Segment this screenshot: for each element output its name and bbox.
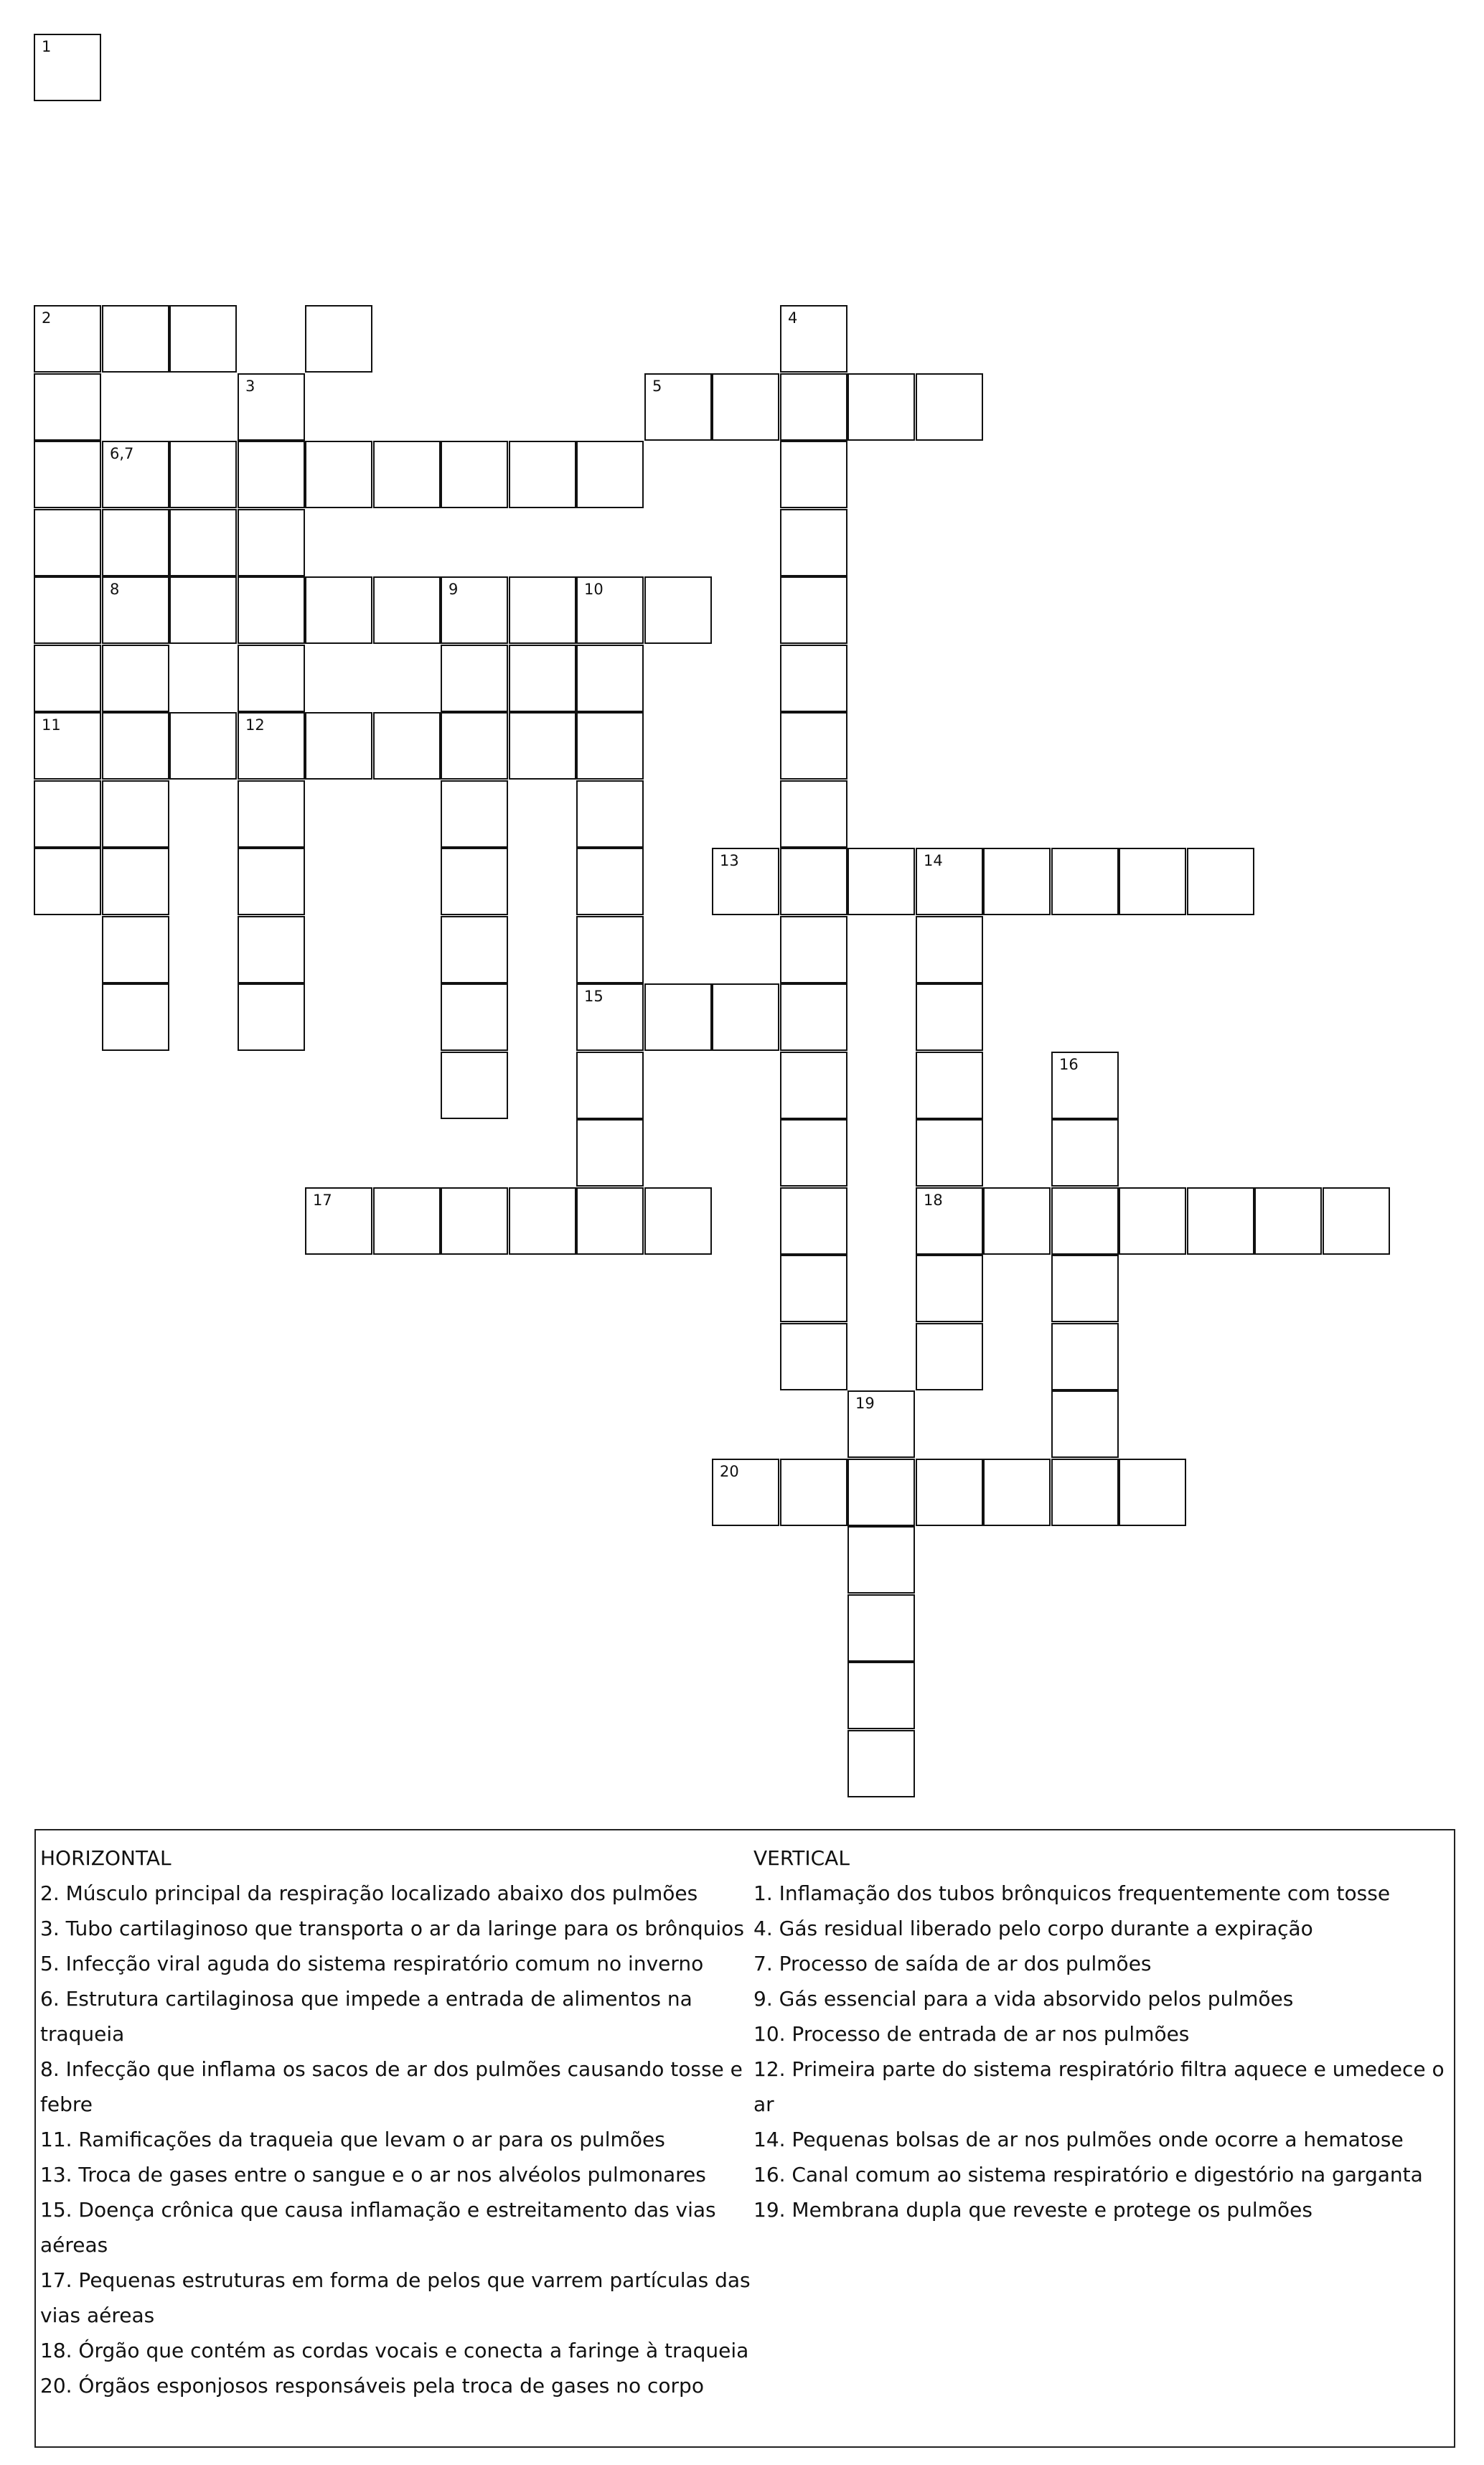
crossword-cell[interactable]: [238, 916, 305, 983]
crossword-cell[interactable]: [441, 1052, 508, 1119]
clue-number: 16: [1059, 1056, 1079, 1073]
crossword-cell[interactable]: [441, 780, 508, 848]
crossword-cell[interactable]: [576, 1052, 644, 1119]
crossword-cell[interactable]: [238, 712, 305, 780]
crossword-cell[interactable]: [169, 441, 237, 508]
crossword-cell[interactable]: [1051, 1255, 1119, 1322]
crossword-cell[interactable]: [305, 712, 372, 780]
clue-number: 1: [42, 38, 52, 55]
crossword-cell[interactable]: [1051, 1459, 1119, 1526]
crossword-cell[interactable]: [169, 509, 237, 576]
crossword-cell[interactable]: [847, 1730, 915, 1797]
clue-line: 1. Inflamação dos tubos brônquicos frequentemente com tosse: [753, 1881, 1391, 1905]
crossword-cell[interactable]: [169, 576, 237, 644]
crossword-cell[interactable]: [1051, 1323, 1119, 1390]
crossword-cell[interactable]: [34, 848, 101, 915]
clue-line: 4. Gás residual liberado pelo corpo durante a expiração: [753, 1917, 1313, 1940]
crossword-cell[interactable]: [847, 373, 915, 441]
crossword-cell[interactable]: [847, 1459, 915, 1526]
crossword-cell[interactable]: [916, 1187, 983, 1255]
clue-number: 4: [788, 309, 798, 327]
crossword-cell[interactable]: [1187, 1187, 1254, 1255]
crossword-cell[interactable]: [576, 848, 644, 915]
crossword-cell[interactable]: [373, 441, 441, 508]
crossword-cell[interactable]: [780, 305, 847, 373]
crossword-cell[interactable]: [780, 441, 847, 508]
clue-line: traqueia: [40, 2022, 125, 2046]
crossword-cell[interactable]: [644, 576, 712, 644]
crossword-cell[interactable]: [1051, 1119, 1119, 1187]
crossword-cell[interactable]: [780, 1459, 847, 1526]
crossword-cell[interactable]: [373, 712, 441, 780]
clue-line: 20. Órgãos esponjosos responsáveis pela troca de gases no corpo: [40, 2374, 704, 2398]
crossword-cell[interactable]: [509, 645, 576, 712]
crossword-cell[interactable]: [576, 712, 644, 780]
crossword-cell[interactable]: [983, 1187, 1051, 1255]
clue-line: febre: [40, 2092, 93, 2116]
crossword-cell[interactable]: [373, 576, 441, 644]
crossword-cell[interactable]: [238, 983, 305, 1051]
clue-line: 15. Doença crônica que causa inflamação e estreitamento das vias: [40, 2198, 716, 2222]
clue-line: 8. Infecção que inflama os sacos de ar dos pulmões causando tosse e: [40, 2057, 743, 2081]
crossword-cell[interactable]: [576, 1187, 644, 1255]
vertical-clues: [753, 1840, 1450, 2227]
clue-number: 6,7: [110, 445, 134, 462]
clues-box: [34, 1829, 1455, 2448]
crossword-cell[interactable]: [644, 1187, 712, 1255]
clue-number: 3: [245, 378, 255, 395]
crossword-cell[interactable]: [983, 1459, 1051, 1526]
crossword-cell[interactable]: [509, 1187, 576, 1255]
crossword-cell[interactable]: [441, 441, 508, 508]
crossword-cell[interactable]: [1119, 848, 1186, 915]
clue-number: 20: [720, 1463, 739, 1480]
crossword-cell[interactable]: [847, 1662, 915, 1729]
crossword-cell[interactable]: [509, 712, 576, 780]
crossword-cell[interactable]: [576, 983, 644, 1051]
clue-line: 12. Primeira parte do sistema respiratório filtra aquece e umedece o ar: [753, 2057, 1445, 2116]
crossword-cell[interactable]: [102, 780, 169, 848]
horizontal-clues: [40, 1840, 751, 2403]
crossword-cell[interactable]: [780, 373, 847, 441]
clue-number: 13: [720, 852, 739, 869]
clue-number: 8: [110, 581, 120, 598]
clue-line: 5. Infecção viral aguda do sistema respiratório comum no inverno: [40, 1952, 704, 1975]
crossword-cell[interactable]: [576, 780, 644, 848]
crossword-cell[interactable]: [712, 848, 779, 915]
clue-line: 9. Gás essencial para a vida absorvido pelos pulmões: [753, 1987, 1294, 2011]
clue-line: aéreas: [40, 2233, 108, 2257]
crossword-cell[interactable]: [441, 576, 508, 644]
clue-line: 19. Membrana dupla que reveste e protege os pulmões: [753, 2198, 1312, 2222]
clue-line: vias aéreas: [40, 2303, 155, 2327]
crossword-cell[interactable]: [1119, 1459, 1186, 1526]
crossword-cell[interactable]: [34, 576, 101, 644]
crossword-cell[interactable]: [780, 645, 847, 712]
crossword-cell[interactable]: [1187, 848, 1254, 915]
clue-number: 17: [313, 1192, 332, 1209]
crossword-cell[interactable]: [102, 305, 169, 373]
crossword-cell[interactable]: [238, 848, 305, 915]
crossword-cell[interactable]: [1051, 1187, 1119, 1255]
crossword-cell[interactable]: [441, 983, 508, 1051]
crossword-cell[interactable]: [102, 712, 169, 780]
crossword-cell[interactable]: [780, 848, 847, 915]
clue-number: 19: [855, 1395, 875, 1412]
crossword-cell[interactable]: [1051, 848, 1119, 915]
clue-line: 17. Pequenas estruturas em forma de pelos que varrem partículas das: [40, 2268, 751, 2292]
crossword-cell[interactable]: [847, 1594, 915, 1662]
clue-number: 10: [584, 581, 604, 598]
crossword-cell[interactable]: [780, 780, 847, 848]
crossword-cell[interactable]: [238, 509, 305, 576]
crossword-cell[interactable]: [102, 576, 169, 644]
crossword-cell[interactable]: [102, 441, 169, 508]
crossword-cell[interactable]: [780, 576, 847, 644]
crossword-cell[interactable]: [780, 1187, 847, 1255]
crossword-cell[interactable]: [238, 780, 305, 848]
clue-line: 7. Processo de saída de ar dos pulmões: [753, 1952, 1152, 1975]
crossword-cell[interactable]: [34, 780, 101, 848]
crossword-cell[interactable]: [780, 916, 847, 983]
crossword-cell[interactable]: [576, 1119, 644, 1187]
crossword-cell[interactable]: [780, 1119, 847, 1187]
clue-line: 13. Troca de gases entre o sangue e o ar nos alvéolos pulmonares: [40, 2163, 706, 2186]
crossword-cell[interactable]: [34, 645, 101, 712]
crossword-cell[interactable]: [916, 1323, 983, 1390]
crossword-cell[interactable]: [102, 509, 169, 576]
clue-number: 5: [652, 378, 662, 395]
crossword-cell[interactable]: [1254, 1187, 1322, 1255]
clue-line: 10. Processo de entrada de ar nos pulmões: [753, 2022, 1190, 2046]
clue-number: 14: [924, 852, 943, 869]
crossword-cell[interactable]: [847, 1390, 915, 1458]
crossword-cell[interactable]: [34, 34, 101, 101]
crossword-cell[interactable]: [1323, 1187, 1390, 1255]
crossword-cell[interactable]: [780, 1323, 847, 1390]
crossword-cell[interactable]: [238, 441, 305, 508]
clue-number: 11: [42, 716, 61, 734]
crossword-cell[interactable]: [916, 373, 983, 441]
crossword-cell[interactable]: [1051, 1390, 1119, 1458]
crossword-cell[interactable]: [34, 441, 101, 508]
crossword-cell[interactable]: [780, 1052, 847, 1119]
crossword-cell[interactable]: [780, 712, 847, 780]
crossword-cell[interactable]: [916, 1052, 983, 1119]
crossword-cell[interactable]: [441, 916, 508, 983]
clue-number: 15: [584, 988, 604, 1005]
crossword-cell[interactable]: [441, 712, 508, 780]
crossword-cell[interactable]: [780, 1255, 847, 1322]
crossword-cell[interactable]: [644, 373, 712, 441]
crossword-cell[interactable]: [169, 305, 237, 373]
crossword-cell[interactable]: [238, 645, 305, 712]
clue-line: 2. Músculo principal da respiração localizado abaixo dos pulmões: [40, 1881, 698, 1905]
crossword-cell[interactable]: [847, 1526, 915, 1594]
crossword-cell[interactable]: [916, 983, 983, 1051]
crossword-cell[interactable]: [576, 576, 644, 644]
crossword-cell[interactable]: [238, 576, 305, 644]
clue-number: 9: [449, 581, 459, 598]
crossword-cell[interactable]: [373, 1187, 441, 1255]
crossword-cell[interactable]: [102, 916, 169, 983]
crossword-cell[interactable]: [916, 1459, 983, 1526]
clue-line: 16. Canal comum ao sistema respiratório e digestório na garganta: [753, 2163, 1423, 2186]
crossword-cell[interactable]: [576, 916, 644, 983]
clue-number: 2: [42, 309, 52, 327]
crossword-cell[interactable]: [712, 1459, 779, 1526]
vertical-clues-title: VERTICAL: [753, 1846, 850, 1870]
clue-line: 3. Tubo cartilaginoso que transporta o ar da laringe para os brônquios: [40, 1917, 744, 1940]
crossword-cell[interactable]: [305, 1187, 372, 1255]
crossword-cell[interactable]: [305, 576, 372, 644]
crossword-cell[interactable]: [916, 1255, 983, 1322]
crossword-cell[interactable]: [1119, 1187, 1186, 1255]
crossword-cell[interactable]: [34, 373, 101, 441]
crossword-cell[interactable]: [780, 509, 847, 576]
clue-line: 6. Estrutura cartilaginosa que impede a entrada de alimentos na: [40, 1987, 692, 2011]
crossword-cell[interactable]: [712, 373, 779, 441]
clue-line: 14. Pequenas bolsas de ar nos pulmões onde ocorre a hematose: [753, 2128, 1404, 2151]
horizontal-clues-title: HORIZONTAL: [40, 1846, 172, 1870]
crossword-cell[interactable]: [441, 1187, 508, 1255]
crossword-cell[interactable]: [305, 441, 372, 508]
crossword-cell[interactable]: [509, 576, 576, 644]
crossword-cell[interactable]: [916, 916, 983, 983]
crossword-cell[interactable]: [238, 373, 305, 441]
crossword-cell[interactable]: [1051, 1052, 1119, 1119]
crossword-cell[interactable]: [305, 305, 372, 373]
crossword-cell[interactable]: [644, 983, 712, 1051]
crossword-cell[interactable]: [916, 848, 983, 915]
crossword-cell[interactable]: [169, 712, 237, 780]
crossword-cell[interactable]: [441, 848, 508, 915]
crossword-cell[interactable]: [916, 1119, 983, 1187]
crossword-cell[interactable]: [712, 983, 779, 1051]
crossword-cell[interactable]: [102, 983, 169, 1051]
crossword-cell[interactable]: [34, 712, 101, 780]
crossword-cell[interactable]: [34, 509, 101, 576]
crossword-cell[interactable]: [576, 645, 644, 712]
crossword-cell[interactable]: [576, 441, 644, 508]
crossword-cell[interactable]: [847, 848, 915, 915]
clue-line: 11. Ramificações da traqueia que levam o ar para os pulmões: [40, 2128, 665, 2151]
crossword-cell[interactable]: [102, 848, 169, 915]
clue-number: 18: [924, 1192, 943, 1209]
crossword-cell[interactable]: [441, 645, 508, 712]
crossword-cell[interactable]: [34, 305, 101, 373]
crossword-cell[interactable]: [509, 441, 576, 508]
clue-number: 12: [245, 716, 265, 734]
crossword-cell[interactable]: [780, 983, 847, 1051]
clue-line: 18. Órgão que contém as cordas vocais e conecta a faringe à traqueia: [40, 2339, 749, 2362]
crossword-cell[interactable]: [102, 645, 169, 712]
crossword-cell[interactable]: [983, 848, 1051, 915]
